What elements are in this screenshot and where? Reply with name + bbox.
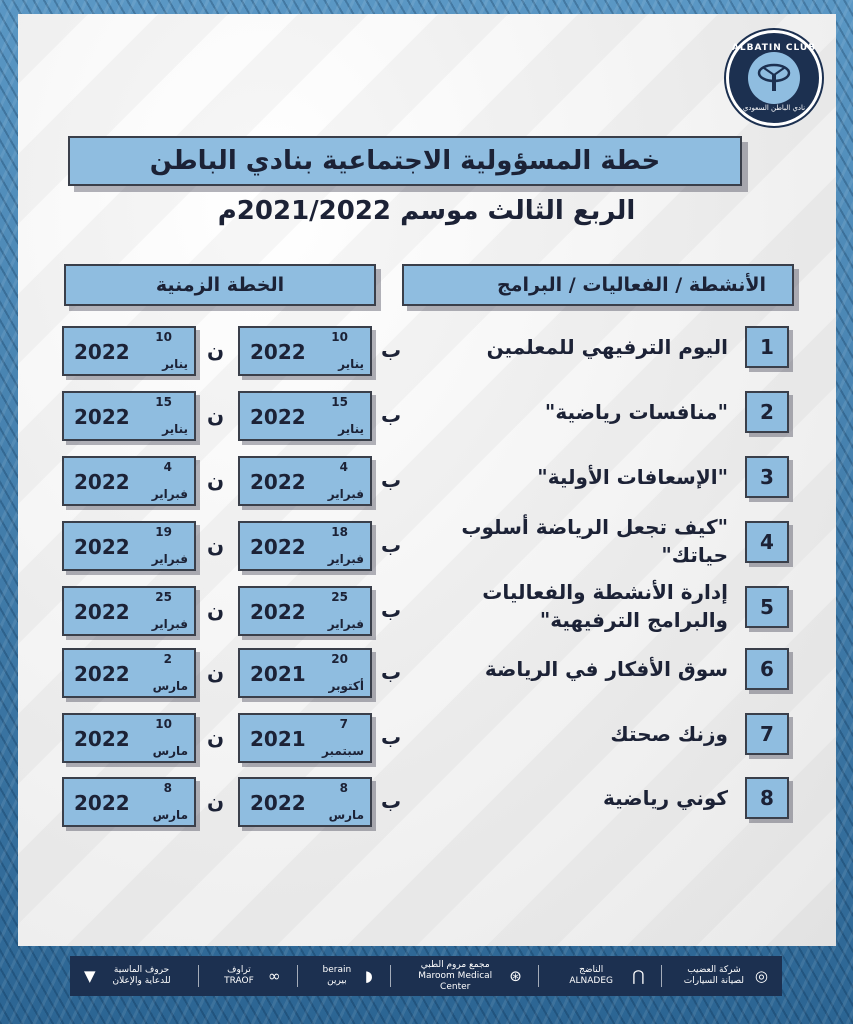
club-name-text: ALBATIN CLUB	[731, 43, 817, 53]
start-date	[238, 456, 372, 506]
sponsor-horof	[84, 965, 182, 987]
start-year: 2022	[250, 470, 306, 494]
activity-name: اليوم الترفيهي للمعلمين	[486, 335, 728, 359]
end-month: فبراير	[151, 617, 188, 631]
activity-name: سوق الأفكار في الرياضة	[484, 657, 728, 681]
to-label: ن	[207, 725, 225, 749]
start-date	[238, 586, 372, 636]
from-label: ب	[381, 533, 402, 557]
start-day: 18	[331, 525, 348, 539]
from-label: ب	[381, 789, 402, 813]
start-month: يناير	[338, 357, 364, 371]
divider	[661, 965, 662, 987]
row-number: 3	[745, 456, 789, 498]
end-date	[62, 777, 196, 827]
row-number: 1	[745, 326, 789, 368]
end-year: 2022	[74, 662, 130, 686]
start-year: 2022	[250, 405, 306, 429]
divider	[198, 965, 199, 987]
end-year: 2022	[74, 600, 130, 624]
from-label: ب	[381, 403, 402, 427]
start-day: 10	[331, 330, 348, 344]
end-date	[62, 586, 196, 636]
club-arabic-name: نادي الباطن السعودي	[742, 104, 806, 112]
start-year: 2022	[250, 600, 306, 624]
from-label: ب	[381, 338, 402, 362]
sponsor-bar	[70, 956, 782, 996]
end-year: 2022	[74, 340, 130, 364]
sponsor-label: مجمع مروم الطبي Maroom Medical Center	[418, 959, 493, 992]
start-day: 4	[339, 460, 348, 474]
page-title: خطة المسؤولية الاجتماعية بنادي الباطن	[68, 136, 742, 186]
sponsor-alodaib	[679, 965, 768, 987]
start-day: 20	[331, 652, 348, 666]
end-month: مارس	[152, 744, 188, 758]
to-label: ن	[207, 598, 225, 622]
end-month: يناير	[162, 422, 188, 436]
start-year: 2022	[250, 791, 306, 815]
to-label: ن	[207, 789, 225, 813]
start-year: 2021	[250, 727, 306, 751]
berain-logo-icon: ◗	[364, 966, 373, 985]
activity-name: وزنك صحتك	[610, 722, 728, 746]
sponsor-label: شركة العضيب لصيانة السيارات	[683, 965, 745, 986]
activity-name: إدارة الأنشطة والفعاليات والبرامج الترفيهية"	[482, 580, 728, 632]
sponsor-label: حروف الماسية للدعاية والإعلان	[112, 965, 171, 986]
sponsor-label: تراوف TRAOF	[224, 965, 254, 986]
divider	[297, 965, 298, 987]
start-month: فبراير	[327, 487, 364, 501]
start-month: يناير	[338, 422, 364, 436]
from-label: ب	[381, 660, 402, 684]
page-subtitle: الربع الثالث موسم 2021/2022م	[217, 196, 636, 226]
end-day: 25	[155, 590, 172, 604]
traof-logo-icon: ∞	[267, 966, 281, 985]
row-number: 5	[745, 586, 789, 628]
end-month: مارس	[152, 808, 188, 822]
start-day: 15	[331, 395, 348, 409]
end-month: يناير	[162, 357, 188, 371]
end-date	[62, 521, 196, 571]
end-date	[62, 456, 196, 506]
from-label: ب	[381, 725, 402, 749]
timeline-header: الخطة الزمنية	[64, 264, 376, 306]
start-year: 2022	[250, 535, 306, 559]
start-month: مارس	[328, 808, 364, 822]
alnadeg-logo-icon: ⋂	[632, 966, 645, 985]
sponsor-traof	[216, 965, 281, 987]
end-day: 10	[155, 717, 172, 731]
end-date	[62, 391, 196, 441]
end-year: 2022	[74, 535, 130, 559]
medical-center-icon: ⊛	[509, 966, 522, 985]
start-day: 7	[339, 717, 348, 731]
end-date	[62, 713, 196, 763]
start-date	[238, 391, 372, 441]
end-day: 19	[155, 525, 172, 539]
to-label: ن	[207, 468, 225, 492]
from-label: ب	[381, 468, 402, 492]
start-date	[238, 521, 372, 571]
sponsor-label: berain بيرين	[322, 965, 352, 986]
end-day: 10	[155, 330, 172, 344]
start-date	[238, 713, 372, 763]
start-month: فبراير	[327, 617, 364, 631]
start-day: 25	[331, 590, 348, 604]
divider	[390, 965, 391, 987]
start-date	[238, 777, 372, 827]
end-year: 2022	[74, 470, 130, 494]
tree-icon	[748, 52, 800, 104]
row-number: 4	[745, 521, 789, 563]
sponsor-maroom	[407, 960, 522, 993]
sponsor-berain	[315, 965, 373, 987]
end-day: 2	[163, 652, 172, 666]
row-number: 2	[745, 391, 789, 433]
divider	[538, 965, 539, 987]
sponsor-label: الناضج ALNADEG	[569, 965, 614, 986]
start-day: 8	[339, 781, 348, 795]
activity-name: "كيف تجعل الرياضة أسلوب حياتك"	[461, 515, 728, 567]
end-year: 2022	[74, 791, 130, 815]
activity-name: "الإسعافات الأولية"	[537, 465, 728, 489]
end-month: فبراير	[151, 487, 188, 501]
end-date	[62, 326, 196, 376]
to-label: ن	[207, 660, 225, 684]
club-logo	[726, 30, 822, 126]
start-date	[238, 326, 372, 376]
start-year: 2021	[250, 662, 306, 686]
start-year: 2022	[250, 340, 306, 364]
end-date	[62, 648, 196, 698]
start-month: فبراير	[327, 552, 364, 566]
end-year: 2022	[74, 727, 130, 751]
car-service-icon: ◎	[754, 966, 768, 985]
activity-name: كوني رياضية	[602, 786, 728, 810]
end-month: مارس	[152, 679, 188, 693]
end-day: 15	[155, 395, 172, 409]
diamond-icon: ▼	[84, 966, 96, 985]
start-month: سبتمبر	[321, 744, 364, 758]
to-label: ن	[207, 533, 225, 557]
row-number: 8	[745, 777, 789, 819]
start-month: أكتوبر	[328, 679, 364, 693]
to-label: ن	[207, 403, 225, 427]
sponsor-alnadeg	[556, 965, 644, 987]
end-year: 2022	[74, 405, 130, 429]
end-day: 8	[163, 781, 172, 795]
end-day: 4	[163, 460, 172, 474]
activity-name: "منافسات رياضية"	[544, 400, 728, 424]
to-label: ن	[207, 338, 225, 362]
activities-header: الأنشطة / الفعاليات / البرامج	[402, 264, 794, 306]
end-month: فبراير	[151, 552, 188, 566]
from-label: ب	[381, 598, 402, 622]
row-number: 7	[745, 713, 789, 755]
row-number: 6	[745, 648, 789, 690]
start-date	[238, 648, 372, 698]
